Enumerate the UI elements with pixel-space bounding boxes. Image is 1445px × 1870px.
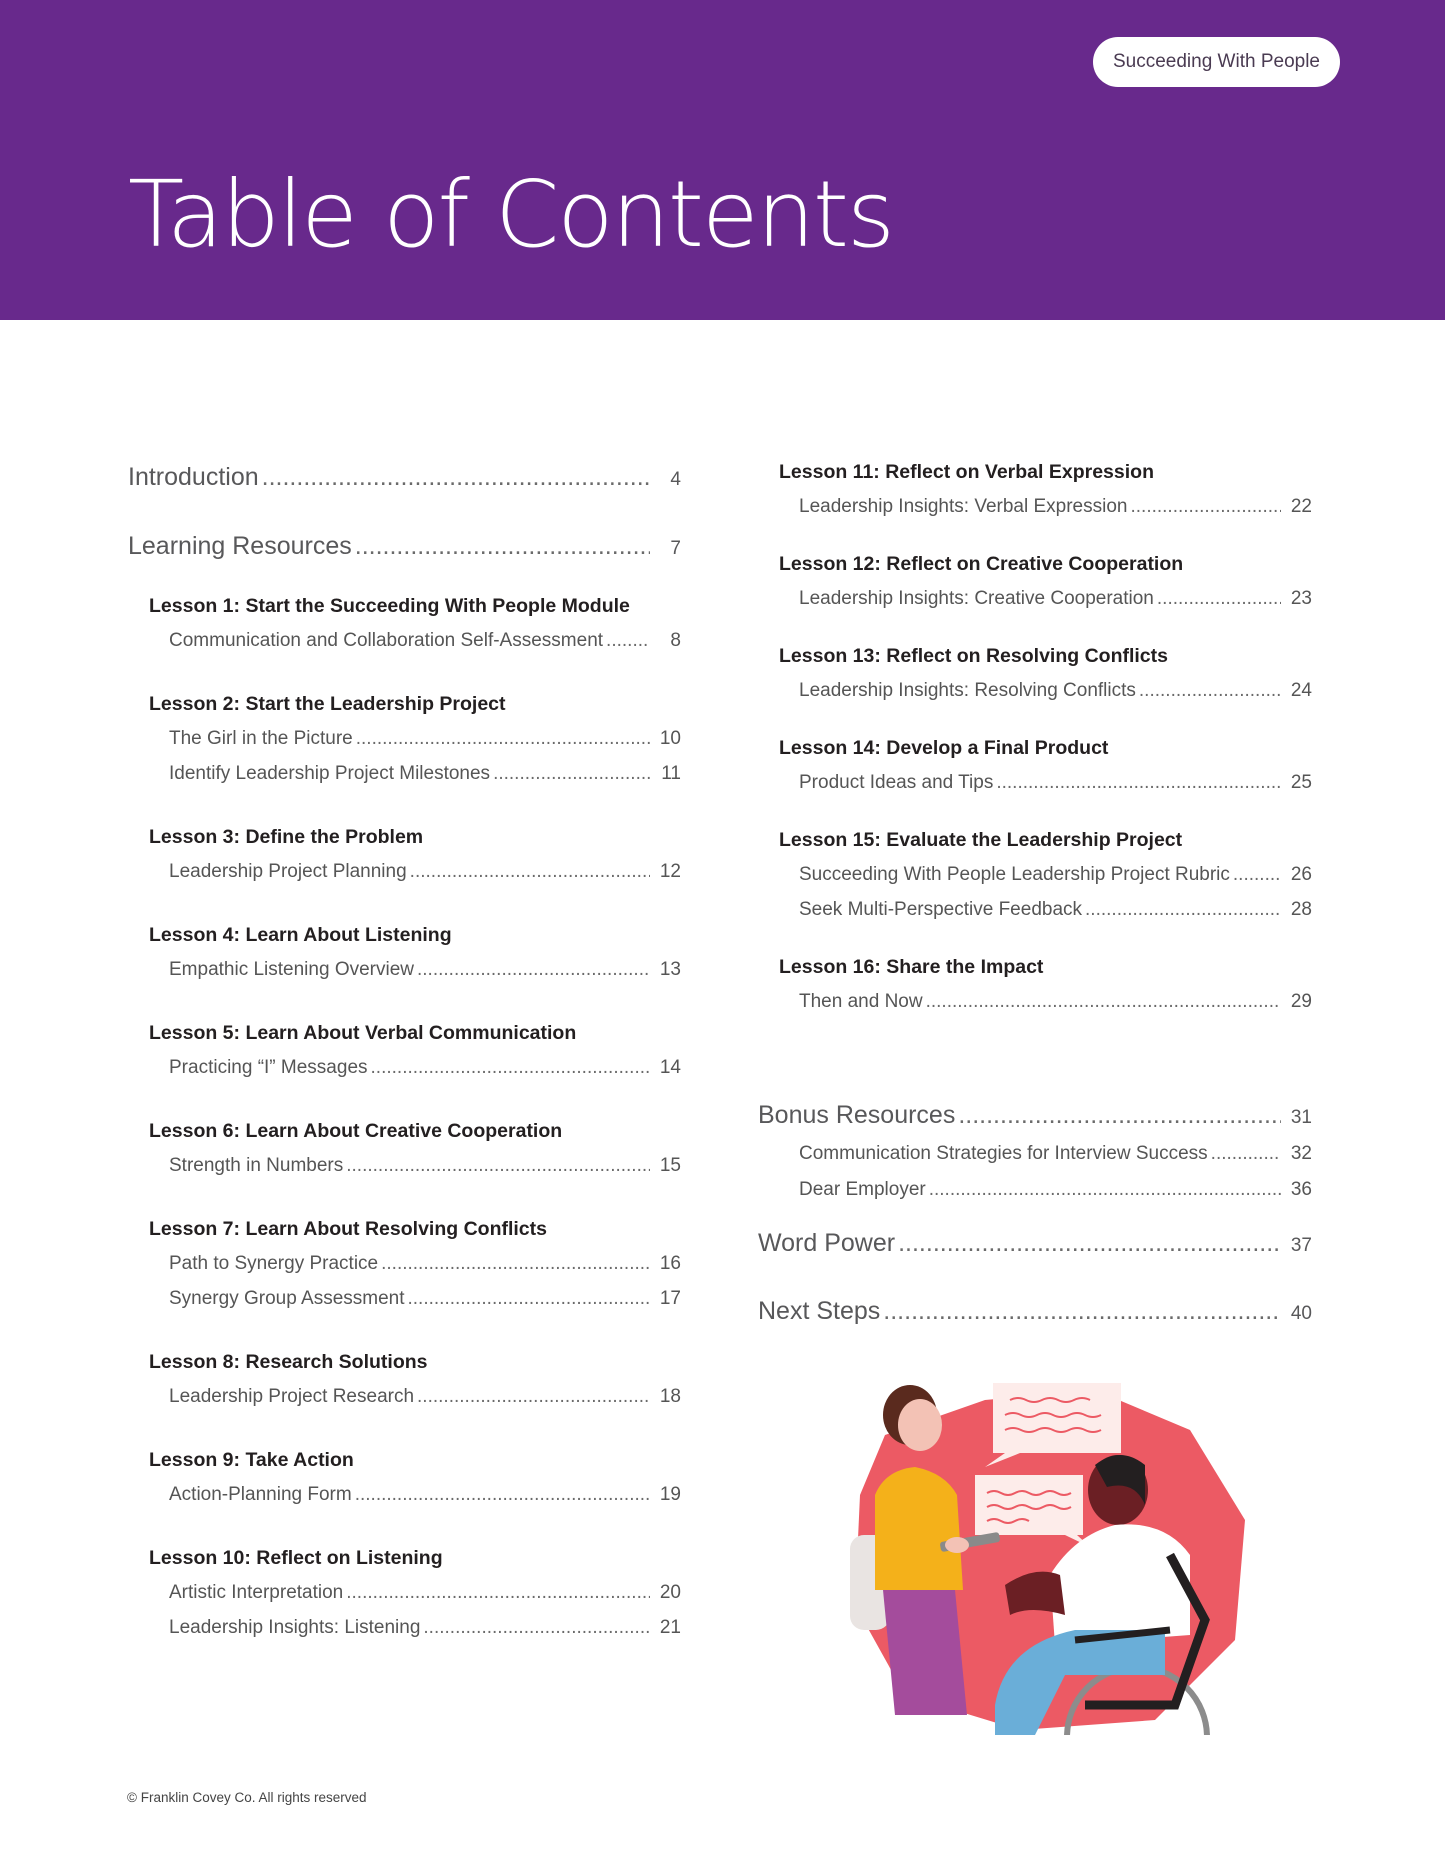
lesson-group bbox=[149, 593, 681, 654]
lesson-list-left bbox=[149, 593, 681, 1641]
lesson-group bbox=[779, 827, 1312, 923]
lesson-title[interactable]: Lesson 16: Share the Impact bbox=[779, 956, 1044, 978]
lesson-title[interactable]: Lesson 15: Evaluate the Leadership Project bbox=[779, 829, 1183, 851]
lesson-title[interactable]: Lesson 13: Reflect on Resolving Conflicts bbox=[779, 645, 1168, 667]
lesson-group bbox=[149, 824, 681, 885]
lesson-title[interactable]: Lesson 9: Take Action bbox=[149, 1449, 354, 1471]
lesson-title[interactable]: Lesson 10: Reflect on Listening bbox=[149, 1547, 443, 1569]
bonus-list bbox=[779, 1141, 1312, 1203]
header-banner bbox=[0, 0, 1445, 320]
toc-sub-entry[interactable]: Path to Synergy Practice ..... 16 bbox=[169, 1251, 681, 1277]
lesson-title[interactable]: Lesson 7: Learn About Resolving Conflicts bbox=[149, 1218, 547, 1240]
lesson-title[interactable]: Lesson 14: Develop a Final Product bbox=[779, 737, 1109, 759]
lesson-group bbox=[149, 1216, 681, 1312]
toc-entry-word-power[interactable]: Word Power ..... 37 bbox=[758, 1225, 1312, 1261]
toc-entry-bonus-resources[interactable]: Bonus Resources ..... 31 bbox=[758, 1097, 1312, 1133]
toc-sub-entry[interactable]: Product Ideas and Tips ..... 25 bbox=[799, 770, 1312, 796]
toc-sub-entry[interactable]: Artistic Interpretation ..... 20 bbox=[169, 1580, 681, 1606]
lesson-title[interactable]: Lesson 12: Reflect on Creative Cooperation bbox=[779, 553, 1184, 575]
toc-sub-entry[interactable]: The Girl in the Picture ..... 10 bbox=[169, 726, 681, 752]
toc-sub-entry[interactable]: Leadership Project Research ..... 18 bbox=[169, 1384, 681, 1410]
toc-sub-entry[interactable]: Communication Strategies for Interview Success ..... 32 bbox=[799, 1141, 1312, 1167]
lesson-group bbox=[779, 735, 1312, 796]
toc-sub-entry[interactable]: Leadership Insights: Listening ..... 21 bbox=[169, 1615, 681, 1641]
lesson-title[interactable]: Lesson 1: Start the Succeeding With People Module bbox=[149, 595, 630, 617]
conversation-illustration bbox=[845, 1375, 1250, 1735]
toc-sub-entry[interactable]: Seek Multi-Perspective Feedback ..... 28 bbox=[799, 897, 1312, 923]
lesson-group bbox=[149, 1447, 681, 1508]
toc-sub-entry[interactable]: Leadership Insights: Resolving Conflicts ..... 24 bbox=[799, 678, 1312, 704]
toc-entry-introduction[interactable]: Introduction ..... 4 bbox=[128, 459, 681, 495]
lesson-title[interactable]: Lesson 3: Define the Problem bbox=[149, 826, 424, 848]
lesson-group bbox=[779, 551, 1312, 612]
lesson-list-right bbox=[779, 459, 1312, 1015]
lesson-title[interactable]: Lesson 6: Learn About Creative Cooperation bbox=[149, 1120, 563, 1142]
toc-right-column bbox=[758, 455, 1312, 1329]
toc-sub-entry[interactable]: Leadership Project Planning ..... 12 bbox=[169, 859, 681, 885]
toc-sub-entry[interactable]: Action-Planning Form ..... 19 bbox=[169, 1482, 681, 1508]
lesson-title[interactable]: Lesson 8: Research Solutions bbox=[149, 1351, 428, 1373]
lesson-group bbox=[779, 459, 1312, 520]
lesson-group bbox=[779, 954, 1312, 1015]
toc-sub-entry[interactable]: Then and Now ..... 29 bbox=[799, 989, 1312, 1015]
toc-sub-entry[interactable]: Communication and Collaboration Self-Assessment ..... 8 bbox=[169, 628, 681, 654]
lesson-group bbox=[149, 1349, 681, 1410]
toc-sub-entry[interactable]: Dear Employer ..... 36 bbox=[799, 1177, 1312, 1203]
lesson-group bbox=[149, 922, 681, 983]
toc-sub-entry[interactable]: Empathic Listening Overview ..... 13 bbox=[169, 957, 681, 983]
toc-entry-learning-resources[interactable]: Learning Resources ..... 7 bbox=[128, 528, 681, 564]
toc-sub-entry[interactable]: Leadership Insights: Creative Cooperation ..... 23 bbox=[799, 586, 1312, 612]
toc-sub-entry[interactable]: Identify Leadership Project Milestones ..... 11 bbox=[169, 761, 681, 787]
lesson-title[interactable]: Lesson 11: Reflect on Verbal Expression bbox=[779, 461, 1154, 483]
toc-sub-entry[interactable]: Leadership Insights: Verbal Expression ..... 22 bbox=[799, 494, 1312, 520]
toc-entry-next-steps[interactable]: Next Steps ..... 40 bbox=[758, 1293, 1312, 1329]
footer-copyright: © Franklin Covey Co. All rights reserved bbox=[127, 1790, 367, 1805]
module-badge: Succeeding With People bbox=[1093, 37, 1340, 87]
lesson-group bbox=[149, 1545, 681, 1641]
lesson-group bbox=[149, 1118, 681, 1179]
toc-left-column bbox=[128, 455, 681, 1641]
lesson-group bbox=[149, 691, 681, 787]
lesson-group bbox=[149, 1020, 681, 1081]
toc-sub-entry[interactable]: Practicing “I” Messages ..... 14 bbox=[169, 1055, 681, 1081]
toc-sub-entry[interactable]: Synergy Group Assessment ..... 17 bbox=[169, 1286, 681, 1312]
toc-sub-entry[interactable]: Succeeding With People Leadership Project Rubric ..... 26 bbox=[799, 862, 1312, 888]
lesson-title[interactable]: Lesson 2: Start the Leadership Project bbox=[149, 693, 506, 715]
lesson-title[interactable]: Lesson 4: Learn About Listening bbox=[149, 924, 452, 946]
toc-sub-entry[interactable]: Strength in Numbers ..... 15 bbox=[169, 1153, 681, 1179]
lesson-title[interactable]: Lesson 5: Learn About Verbal Communication bbox=[149, 1022, 577, 1044]
page-title: Table of Contents bbox=[128, 161, 893, 268]
lesson-group bbox=[779, 643, 1312, 704]
